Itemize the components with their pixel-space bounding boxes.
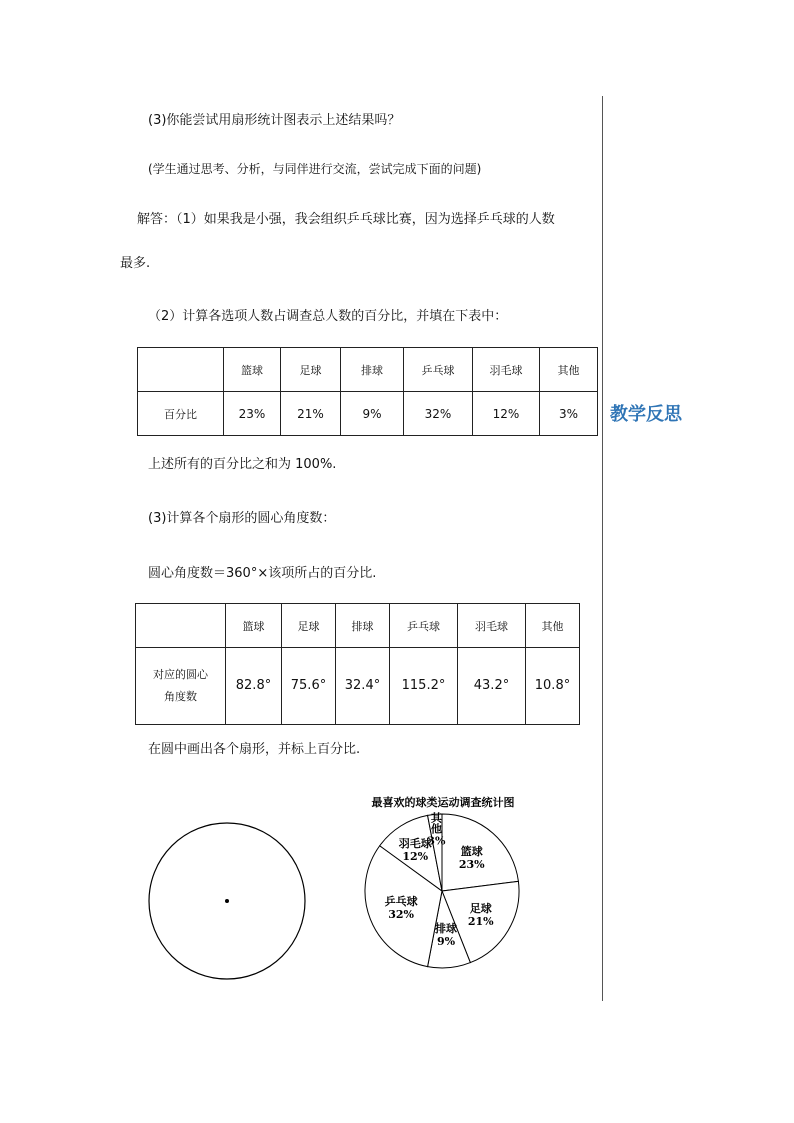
header-cell: 羽毛球 bbox=[473, 348, 540, 392]
value-cell: 21% bbox=[281, 392, 341, 436]
value-cell: 43.2° bbox=[458, 648, 526, 725]
table-corner bbox=[138, 348, 224, 392]
empty-circle-figure bbox=[147, 822, 307, 982]
q3-intro: (3)你能尝试用扇形统计图表示上述结果吗？ bbox=[148, 113, 401, 128]
slice-category-label: 足球 bbox=[469, 901, 492, 915]
header-cell: 篮球 bbox=[224, 348, 281, 392]
slice-value-label: 21% bbox=[467, 914, 494, 928]
value-cell: 32.4° bbox=[336, 648, 390, 725]
value-cell: 3% bbox=[540, 392, 598, 436]
header-cell: 其他 bbox=[540, 348, 598, 392]
header-cell: 乒乓球 bbox=[404, 348, 473, 392]
percent-table bbox=[137, 347, 598, 436]
answer-part1-cont: 最多. bbox=[120, 256, 151, 271]
slice-category-label: 羽毛球 bbox=[398, 836, 432, 850]
answer-part1: 解答：（1）如果我是小强，我会组织乒乓球比赛，因为选择乒乓球的人数 bbox=[137, 212, 555, 227]
value-cell: 75.6° bbox=[282, 648, 336, 725]
slice-category-label: 排球 bbox=[435, 921, 458, 935]
chart-title: 最喜欢的球类运动调查统计图 bbox=[371, 796, 515, 809]
draw-note: 在圆中画出各个扇形，并标上百分比. bbox=[148, 742, 361, 757]
slice-value-label: 23% bbox=[458, 858, 485, 872]
students-note: (学生通过思考、分析，与同伴进行交流，尝试完成下面的问题) bbox=[148, 162, 482, 176]
value-cell: 9% bbox=[341, 392, 404, 436]
row-label-line2: 角度数 bbox=[164, 690, 197, 703]
side-title: 教学反思 bbox=[610, 404, 682, 425]
header-cell: 排球 bbox=[336, 604, 390, 648]
value-cell: 12% bbox=[473, 392, 540, 436]
row-label: 百分比 bbox=[138, 392, 224, 436]
header-cell: 排球 bbox=[341, 348, 404, 392]
slice-value-label: 32% bbox=[388, 908, 414, 922]
header-cell: 其他 bbox=[526, 604, 580, 648]
q2-intro: （2）计算各选项人数占调查总人数的百分比，并填在下表中： bbox=[148, 309, 508, 324]
slice-value-label: 3% bbox=[427, 834, 446, 848]
formula: 圆心角度数＝360°×该项所占的百分比. bbox=[148, 566, 377, 581]
center-dot bbox=[225, 899, 229, 903]
slice-value-label: 12% bbox=[402, 849, 429, 863]
header-cell: 羽毛球 bbox=[458, 604, 526, 648]
slice-category-label: 乒乓球 bbox=[384, 895, 418, 909]
value-cell: 115.2° bbox=[390, 648, 458, 725]
slice-category-label: 他 bbox=[430, 822, 442, 836]
angle-table bbox=[135, 603, 580, 725]
value-cell: 23% bbox=[224, 392, 281, 436]
value-cell: 10.8° bbox=[526, 648, 580, 725]
pie-chart bbox=[350, 790, 530, 980]
sum-note: 上述所有的百分比之和为 100%. bbox=[148, 457, 337, 472]
row-label bbox=[136, 648, 226, 725]
margin-divider bbox=[602, 96, 603, 1001]
q3-calc: (3)计算各个扇形的圆心角度数： bbox=[148, 511, 336, 526]
slice-category-label: 篮球 bbox=[460, 845, 483, 859]
value-cell: 82.8° bbox=[226, 648, 282, 725]
header-cell: 足球 bbox=[282, 604, 336, 648]
header-cell: 足球 bbox=[281, 348, 341, 392]
table-corner bbox=[136, 604, 226, 648]
slice-category-label: 其 bbox=[430, 811, 442, 825]
header-cell: 篮球 bbox=[226, 604, 282, 648]
header-cell: 乒乓球 bbox=[390, 604, 458, 648]
slice-value-label: 9% bbox=[436, 934, 456, 948]
value-cell: 32% bbox=[404, 392, 473, 436]
row-label-line1: 对应的圆心 bbox=[153, 668, 208, 681]
